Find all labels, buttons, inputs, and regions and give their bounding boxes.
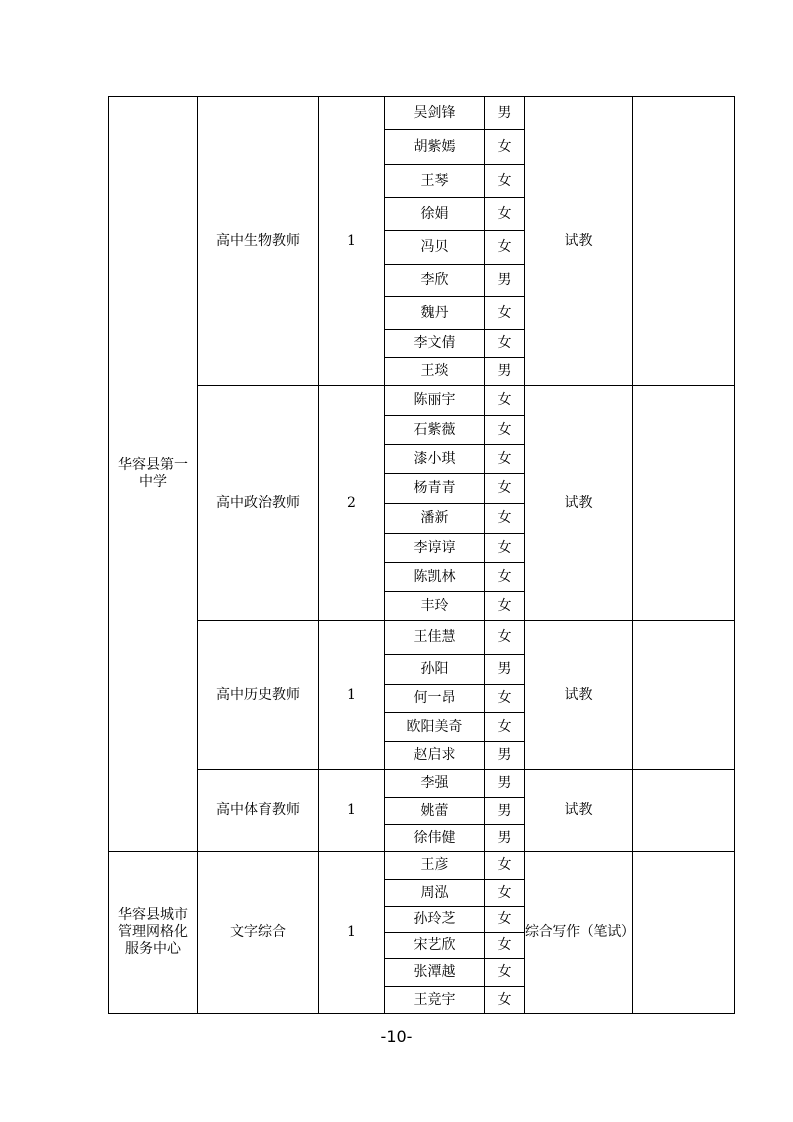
position-title-cell: 文字综合 [198,852,319,1014]
candidate-gender-cell: 女 [485,685,525,713]
candidate-name-cell: 王琰 [385,358,485,386]
candidate-name-cell: 漆小琪 [385,445,485,474]
candidate-gender-cell: 男 [485,825,525,852]
candidate-name-cell: 王佳慧 [385,621,485,655]
candidate-name-cell: 何一昂 [385,685,485,713]
remarks-cell [633,386,735,621]
candidate-name-cell: 周泓 [385,880,485,907]
candidate-gender-cell: 女 [485,198,525,231]
exam-method-cell: 试教 [525,621,633,770]
page-number: -10- [380,1027,413,1046]
candidate-name-cell: 吴剑锋 [385,97,485,130]
candidate-gender-cell: 女 [485,231,525,265]
candidate-name-cell: 欧阳美奇 [385,713,485,742]
candidate-name-cell: 魏丹 [385,297,485,330]
hiring-count-cell: 1 [319,97,385,386]
candidate-gender-cell: 女 [485,880,525,907]
candidate-table-body [109,97,735,1014]
hiring-count-cell: 1 [319,852,385,1014]
candidate-table [108,96,735,1014]
position-title-cell: 高中生物教师 [198,97,319,386]
candidate-gender-cell: 女 [485,713,525,742]
candidate-name-cell: 孙玲芝 [385,907,485,933]
hiring-count-cell: 1 [319,621,385,770]
candidate-name-cell: 丰玲 [385,592,485,621]
candidate-name-cell: 张潭越 [385,959,485,987]
candidate-gender-cell: 男 [485,358,525,386]
hiring-count-cell: 2 [319,386,385,621]
candidate-name-cell: 胡紫嫣 [385,130,485,165]
candidate-gender-cell: 女 [485,445,525,474]
exam-method-cell: 综合写作（笔试） [525,852,633,1014]
candidate-gender-cell: 女 [485,907,525,933]
table-row [109,621,735,655]
candidate-gender-cell: 男 [485,265,525,297]
candidate-gender-cell: 男 [485,97,525,130]
table-row [109,386,735,416]
candidate-name-cell: 石紫薇 [385,416,485,445]
unit-name-cell: 华容县第一中学 [109,97,198,852]
candidate-gender-cell: 男 [485,770,525,798]
candidate-gender-cell: 女 [485,563,525,592]
candidate-name-cell: 陈凯林 [385,563,485,592]
candidate-name-cell: 赵启求 [385,742,485,770]
candidate-name-cell: 冯贝 [385,231,485,265]
table-row [109,852,735,880]
candidate-name-cell: 王彦 [385,852,485,880]
candidate-gender-cell: 女 [485,330,525,358]
candidate-name-cell: 徐伟健 [385,825,485,852]
candidate-name-cell: 王竞宇 [385,987,485,1014]
candidate-gender-cell: 女 [485,933,525,959]
candidate-gender-cell: 女 [485,386,525,416]
remarks-cell [633,770,735,852]
position-title-cell: 高中体育教师 [198,770,319,852]
candidate-gender-cell: 女 [485,987,525,1014]
candidate-gender-cell: 女 [485,165,525,198]
candidate-gender-cell: 女 [485,621,525,655]
candidate-name-cell: 潘新 [385,504,485,534]
candidate-name-cell: 李文倩 [385,330,485,358]
position-title-cell: 高中政治教师 [198,386,319,621]
table-row [109,97,735,130]
candidate-gender-cell: 女 [485,130,525,165]
candidate-name-cell: 徐娟 [385,198,485,231]
exam-method-cell: 试教 [525,770,633,852]
candidate-name-cell: 宋艺欣 [385,933,485,959]
exam-method-cell: 试教 [525,97,633,386]
candidate-gender-cell: 女 [485,959,525,987]
candidate-gender-cell: 女 [485,416,525,445]
candidate-gender-cell: 女 [485,534,525,563]
candidate-gender-cell: 男 [485,742,525,770]
candidate-name-cell: 李欣 [385,265,485,297]
candidate-name-cell: 杨青青 [385,474,485,504]
unit-name-cell: 华容县城市管理网格化服务中心 [109,852,198,1014]
candidate-name-cell: 姚蕾 [385,798,485,825]
remarks-cell [633,852,735,1014]
candidate-name-cell: 陈丽宇 [385,386,485,416]
candidate-name-cell: 李强 [385,770,485,798]
hiring-count-cell: 1 [319,770,385,852]
candidate-name-cell: 王琴 [385,165,485,198]
remarks-cell [633,97,735,386]
candidate-gender-cell: 男 [485,798,525,825]
candidate-gender-cell: 男 [485,655,525,685]
candidate-gender-cell: 女 [485,504,525,534]
candidate-gender-cell: 女 [485,592,525,621]
candidate-gender-cell: 女 [485,474,525,504]
position-title-cell: 高中历史教师 [198,621,319,770]
candidate-name-cell: 李谆谆 [385,534,485,563]
table-row [109,770,735,798]
remarks-cell [633,621,735,770]
exam-method-cell: 试教 [525,386,633,621]
candidate-gender-cell: 女 [485,852,525,880]
candidate-gender-cell: 女 [485,297,525,330]
candidate-name-cell: 孙阳 [385,655,485,685]
